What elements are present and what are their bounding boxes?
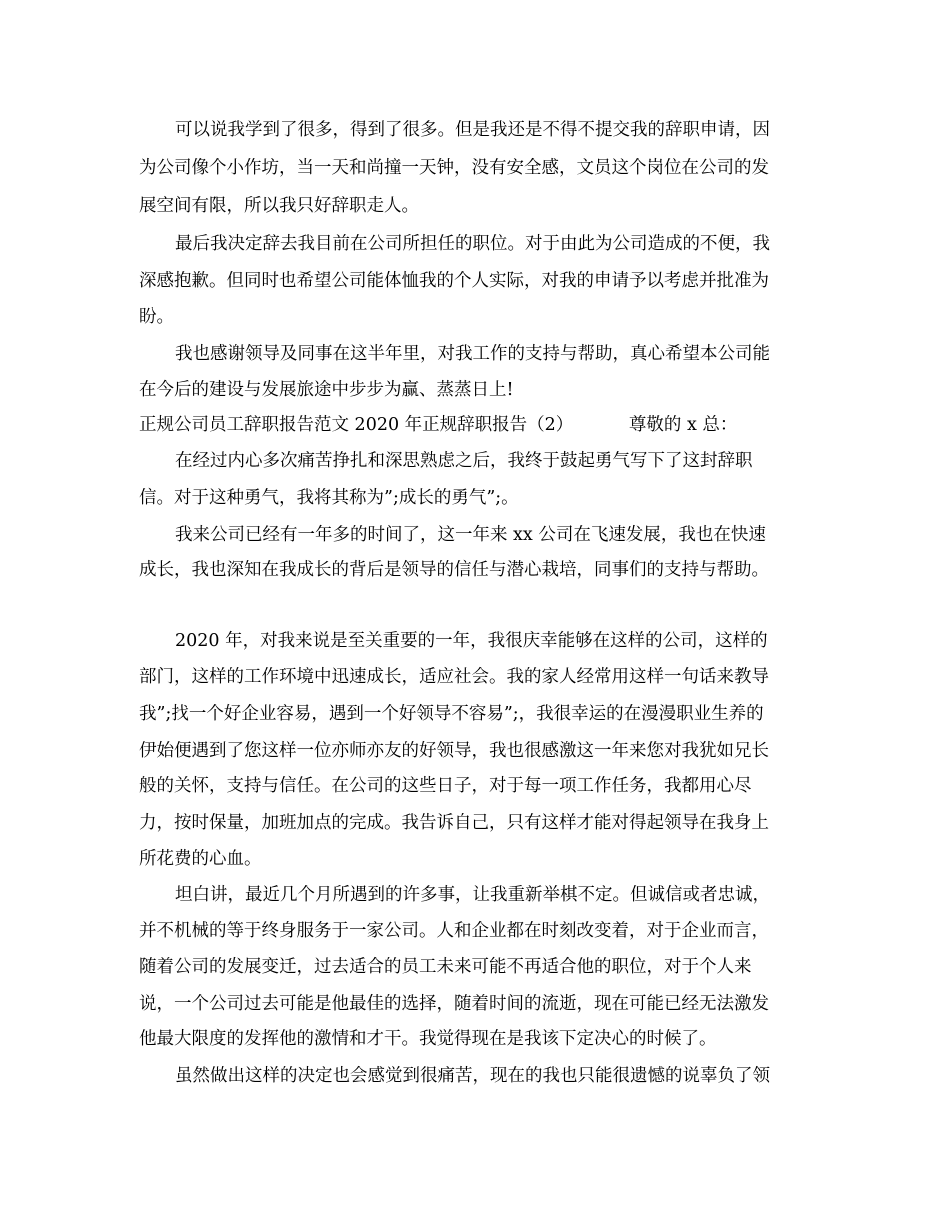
text-line: 所花费的心血。 bbox=[139, 849, 262, 869]
text-line: 深感抱歉。但同时也希望公司能体恤我的个人实际，对我的申请予以考虑并批准为 bbox=[139, 271, 769, 291]
text-line: 最后我决定辞去我目前在公司所担任的职位。对于由此为公司造成的不便，我 bbox=[175, 234, 770, 254]
text-line: 虽然做出这样的决定也会感觉到很痛苦，现在的我也只能很遗憾的说辜负了领 bbox=[175, 1066, 770, 1086]
text-line: 部门，这样的工作环境中迅速成长，适应社会。我的家人经常用这样一句话来教导 bbox=[139, 667, 769, 687]
text-line: 力，按时保量，加班加点的完成。我告诉自己，只有这样才能对得起领导在我身上 bbox=[139, 813, 769, 833]
text-line: 我也感谢领导及同事在这半年里，对我工作的支持与帮助，真心希望本公司能 bbox=[175, 344, 770, 364]
text-line: 说，一个公司过去可能是他最佳的选择，随着时间的流逝，现在可能已经无法激发 bbox=[139, 994, 769, 1014]
text-line: 随着公司的发展变迁，过去适合的员工未来可能不再适合他的职位，对于个人来 bbox=[139, 957, 752, 977]
text-line: 我”;找一个好企业容易，遇到一个好领导不容易”;，我很幸运的在漫漫职业生养的 bbox=[139, 704, 764, 724]
text-line: 在今后的建设与发展旅途中步步为赢、蒸蒸日上! bbox=[139, 380, 514, 400]
text-line: 展空间有限，所以我只好辞职走人。 bbox=[139, 196, 419, 216]
text-line: 般的关怀，支持与信任。在公司的这些日子，对于每一项工作任务，我都用心尽 bbox=[139, 776, 752, 796]
text-line: 信。对于这种勇气，我将其称为”;成长的勇气”;。 bbox=[139, 488, 519, 508]
text-line: 2020 年，对我来说是至关重要的一年，我很庆幸能够在这样的公司，这样的 bbox=[175, 631, 768, 651]
text-line: 可以说我学到了很多，得到了很多。但是我还是不得不提交我的辞职申请，因 bbox=[175, 120, 770, 140]
text-line: 伊始便遇到了您这样一位亦师亦友的好领导，我也很感激这一年来您对我犹如兄长 bbox=[139, 741, 769, 761]
text-line: 盼。 bbox=[139, 307, 174, 327]
text-line: 为公司像个小作坊，当一天和尚撞一天钟，没有安全感，文员这个岗位在公司的发 bbox=[139, 158, 769, 178]
text-line: 坦白讲，最近几个月所遇到的许多事，让我重新举棋不定。但诚信或者忠诚， bbox=[175, 885, 770, 905]
text-line: 成长，我也深知在我成长的背后是领导的信任与潜心栽培，同事们的支持与帮助。 bbox=[139, 560, 769, 580]
section-heading-line: 正规公司员工辞职报告范文 2020 年正规辞职报告（2） 尊敬的 x 总： bbox=[139, 415, 738, 435]
text-line: 并不机械的等于终身服务于一家公司。人和企业都在时刻改变着，对于企业而言， bbox=[139, 921, 769, 941]
text-line: 他最大限度的发挥他的激情和才干。我觉得现在是我该下定决心的时候了。 bbox=[139, 1029, 717, 1049]
text-line: 在经过内心多次痛苦挣扎和深思熟虑之后，我终于鼓起勇气写下了这封辞职 bbox=[175, 451, 753, 471]
text-line: 我来公司已经有一年多的时间了，这一年来 xx 公司在飞速发展，我也在快速 bbox=[175, 525, 766, 545]
